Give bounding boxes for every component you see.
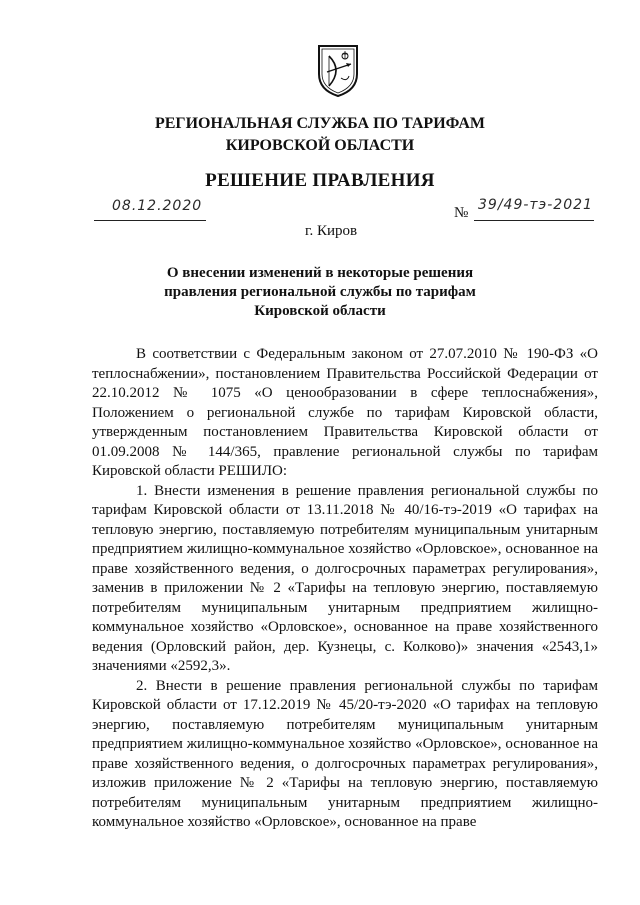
subject-line2: правления региональной службы по тарифам: [164, 284, 476, 300]
item-2-paragraph: 2. Внести в решение правления региональной службы по тарифам Кировской области от 17.12.2019 № 45/20-тэ-2020 «О тарифах на тепловую энергию, поставляемую потребителям муниципальным унитарным предприятием жилищно-коммунальное хозяйство «Орловское», основанное на праве хозяйственного ведения, о долгосрочных параметрах регулирования», изложив приложение № 2 «Тарифы на тепловую энергию, поставляемую потребителям муниципальным унитарным предприятием жилищно-коммунальное хозяйство «Орловское», основанное на праве: [92, 677, 598, 830]
org-name-line2: КИРОВСКОЙ ОБЛАСТИ: [225, 137, 415, 154]
number-label: №: [454, 205, 469, 221]
document-number: 39/49-тэ-2021: [478, 197, 593, 213]
kirov-oblast-coat-of-arms-icon: [315, 42, 361, 98]
preamble-paragraph: В соответствии с Федеральным законом от 27.07.2010 № 190-ФЗ «О теплоснабжении», постановлением Правительства Российской Федерации от 22.10.2012 № 1075 «О ценообразовании в сфере теплоснабжения», Положением о региональной службе по тарифам Кировской области, утвержденным постановлением Правительства Кировской области от 01.09.2008 № 144/365, правление региональной службы по тарифам Кировской области РЕШИЛО:: [92, 346, 598, 479]
city: г. Киров: [305, 223, 358, 239]
document-title: РЕШЕНИЕ ПРАВЛЕНИЯ: [205, 170, 435, 191]
org-name-line1: РЕГИОНАЛЬНАЯ СЛУЖБА ПО ТАРИФАМ: [154, 115, 486, 132]
document-body: [92, 345, 598, 833]
subject-line1: О внесении изменений в некоторые решения: [166, 265, 474, 281]
subject-line3: Кировской области: [254, 303, 386, 319]
document-subject: [0, 264, 640, 321]
document-date: 08.12.2020: [112, 198, 203, 214]
item-1-paragraph: 1. Внести изменения в решение правления региональной службы по тарифам Кировской области от 13.11.2018 № 40/16-тэ-2019 «О тарифах на тепловую энергию, поставляемую потребителям муниципальным унитарным предприятием жилищно-коммунальное хозяйство «Орловское», основанное на праве хозяйственного ведения, о долгосрочных параметрах регулирования», заменив в приложении № 2 «Тарифы на тепловую энергию, поставляемую потребителям муниципальным унитарным предприятием жилищно-коммунальное хозяйство «Орловское», основанное на праве хозяйственного ведения (Орловский район, дер. Кузнецы, с. Колково)» значения «2543,1» значениями «2592,3».: [92, 482, 598, 674]
